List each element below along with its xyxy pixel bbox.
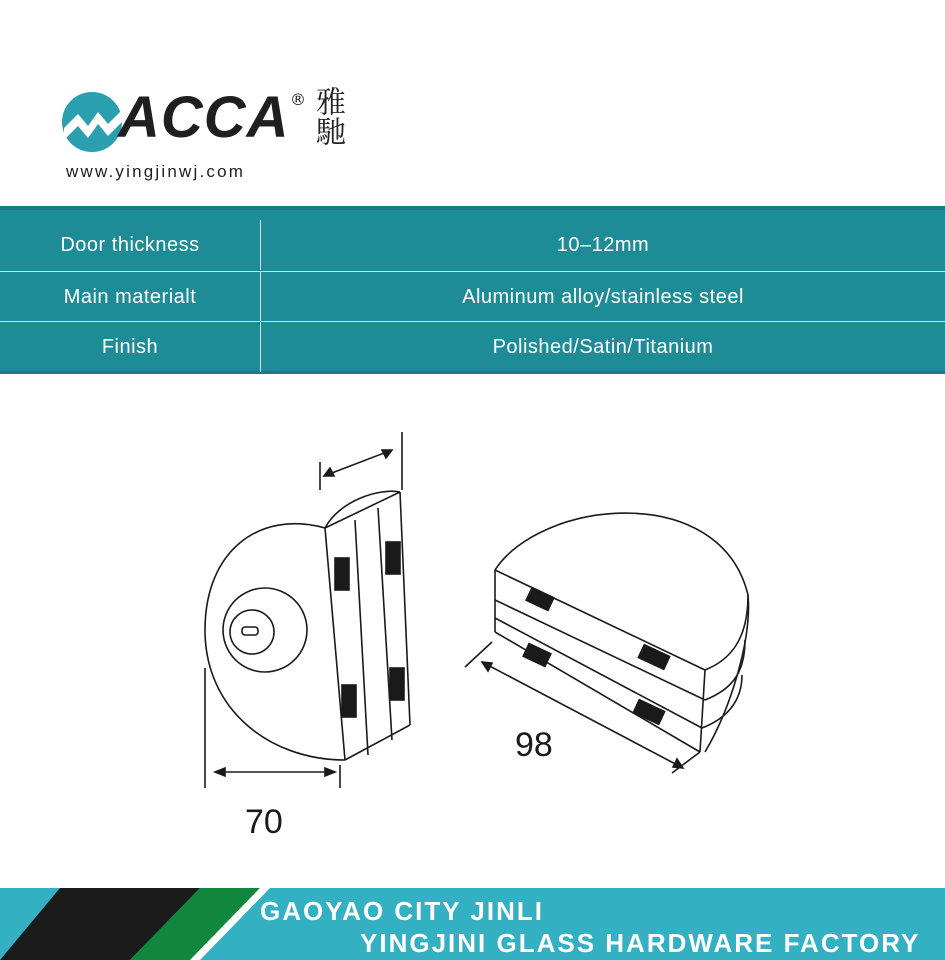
website-url: www.yingjinwj.com <box>66 162 246 181</box>
brand-logo <box>58 82 358 192</box>
product-drawing <box>0 380 945 860</box>
spec-table <box>0 206 945 374</box>
right-clamp-drawing <box>465 513 748 773</box>
spec-label: Main materialt <box>0 272 261 322</box>
spec-row <box>0 321 945 372</box>
spec-value: 10–12mm <box>556 233 650 256</box>
spec-label: Door thickness <box>0 220 261 270</box>
logo-wordmark: ACCA <box>118 85 290 150</box>
dimension-width-label: 70 <box>245 803 283 841</box>
spec-value: Polished/Satin/Titanium <box>492 335 714 358</box>
dimension-length-label: 98 <box>515 726 553 764</box>
footer-company-line2: YINGJINI GLASS HARDWARE FACTORY <box>360 928 921 958</box>
spec-row <box>0 271 945 322</box>
left-clamp-drawing <box>205 432 410 788</box>
footer-banner <box>0 888 945 960</box>
spec-value: Aluminum alloy/stainless steel <box>462 285 744 308</box>
footer-company-line1: GAOYAO CITY JINLI <box>260 896 544 926</box>
spec-row <box>0 220 945 270</box>
logo-cjk-chars: 雅馳 <box>310 86 345 146</box>
spec-label: Finish <box>0 322 261 372</box>
registered-mark: ® <box>290 90 306 109</box>
